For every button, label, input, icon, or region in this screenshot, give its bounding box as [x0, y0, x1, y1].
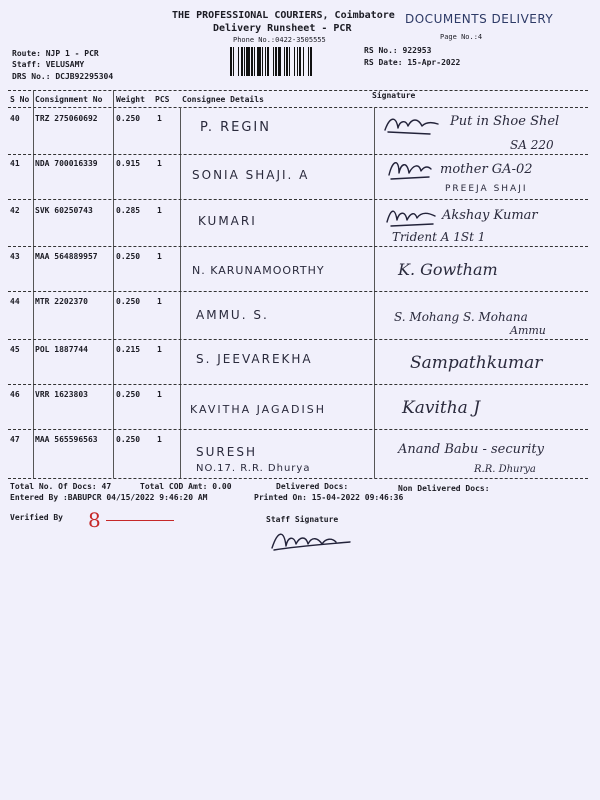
row-consignment: MAA 565596563 — [35, 435, 98, 444]
signature-scribble — [383, 204, 439, 230]
consignee-name: S. JEEVAREKHA — [196, 352, 313, 366]
row-sno: 42 — [10, 206, 20, 215]
entered-by: Entered By :BABUPCR 04/15/2022 9:46:20 AM — [10, 493, 208, 502]
row-consignment: TRZ 275060692 — [35, 114, 98, 123]
row-consignment: POL 1887744 — [35, 345, 88, 354]
consignee-name: P. REGIN — [200, 120, 271, 135]
row-pcs: 1 — [157, 206, 162, 215]
total-docs: Total No. Of Docs: 47 — [10, 482, 112, 491]
consignee-name: N. KARUNAMOORTHY — [192, 264, 325, 277]
row-consignment: NDA 700016339 — [35, 159, 98, 168]
printed-on: Printed On: 15-04-2022 09:46:36 — [254, 493, 404, 502]
row-weight: 0.250 — [116, 252, 141, 261]
row-consignment: MTR 2202370 — [35, 297, 88, 306]
drs-number: DRS No.: DCJB92295304 — [12, 72, 114, 81]
documents-delivery-stamp: DOCUMENTS DELIVERY — [405, 12, 554, 26]
col-sno: S No — [10, 95, 30, 104]
signature-note-2: Ammu — [510, 324, 546, 337]
col-consignment: Consignment No — [35, 95, 103, 104]
barcode-bar — [312, 47, 313, 76]
col-weight: Weight — [116, 95, 145, 104]
signature-note-2: SA 220 — [510, 138, 554, 152]
verified-underline — [106, 520, 174, 521]
barcode — [230, 47, 360, 76]
row-sno: 45 — [10, 345, 20, 354]
staff-name: Staff: VELUSAMY — [12, 60, 85, 69]
col-signature: Signature — [372, 91, 416, 100]
row-separator — [8, 339, 588, 340]
signature-note: Put in Shoe Shel — [450, 114, 560, 129]
row-pcs: 1 — [157, 297, 162, 306]
page-number: Page No.:4 — [440, 33, 483, 41]
col-divider — [113, 90, 114, 478]
col-pcs: PCS — [155, 95, 170, 104]
row-pcs: 1 — [157, 435, 162, 444]
row-weight: 0.250 — [116, 390, 141, 399]
signature-note: mother GA-02 — [440, 162, 533, 177]
staff-signature-scribble — [268, 528, 354, 554]
row-consignment: SVK 60250743 — [35, 206, 93, 215]
staff-signature-label: Staff Signature — [266, 515, 339, 524]
row-pcs: 1 — [157, 159, 162, 168]
row-consignment: MAA 564889957 — [35, 252, 98, 261]
row-sno: 41 — [10, 159, 20, 168]
consignee-name: SURESH — [196, 445, 257, 459]
row-separator — [8, 246, 588, 247]
row-sno: 40 — [10, 114, 20, 123]
row-separator — [8, 429, 588, 430]
runsheet-title: Delivery Runsheet - PCR — [213, 23, 352, 34]
consignee-name: KUMARI — [198, 214, 257, 228]
row-pcs: 1 — [157, 390, 162, 399]
row-separator — [8, 291, 588, 292]
row-pcs: 1 — [157, 252, 162, 261]
signature-scribble — [385, 155, 435, 183]
consignee-name: AMMU. S. — [196, 308, 269, 322]
row-weight: 0.215 — [116, 345, 141, 354]
row-weight: 0.285 — [116, 206, 141, 215]
signature-note: Sampathkumar — [410, 353, 543, 373]
row-separator — [8, 384, 588, 385]
col-divider — [33, 90, 34, 478]
phone-number: Phone No.:0422-3505555 — [233, 36, 326, 44]
verified-by-label: Verified By — [10, 513, 63, 522]
signature-scribble — [380, 112, 440, 138]
row-pcs: 1 — [157, 114, 162, 123]
row-weight: 0.250 — [116, 435, 141, 444]
row-separator — [8, 154, 588, 155]
row-sno: 43 — [10, 252, 20, 261]
signature-note: K. Gowtham — [398, 260, 498, 279]
col-divider — [374, 107, 375, 478]
signature-note: S. Mohang S. Mohana — [394, 310, 528, 324]
row-weight: 0.915 — [116, 159, 141, 168]
signature-note-2: R.R. Dhurya — [474, 464, 536, 475]
consignee-name: KAVITHA JAGADISH — [190, 403, 327, 416]
rs-date: RS Date: 15-Apr-2022 — [364, 58, 461, 67]
row-separator — [8, 199, 588, 200]
row-weight: 0.250 — [116, 297, 141, 306]
row-sno: 44 — [10, 297, 20, 306]
consignee-name: SONIA SHAJI. A — [192, 168, 310, 182]
signature-note-2: PREEJA SHAJI — [445, 184, 528, 194]
company-name: THE PROFESSIONAL COURIERS, Coimbatore — [172, 10, 395, 21]
col-consignee: Consignee Details — [182, 95, 264, 104]
signature-note: Akshay Kumar — [442, 208, 538, 223]
signature-note: Anand Babu - security — [398, 442, 544, 457]
signature-note-2: Trident A 1St 1 — [392, 230, 486, 244]
header-top-rule — [8, 90, 588, 91]
col-divider — [180, 107, 181, 478]
header-bottom-rule — [8, 107, 588, 108]
row-sno: 46 — [10, 390, 20, 399]
verified-mark: 8 — [88, 508, 101, 532]
row-weight: 0.250 — [116, 114, 141, 123]
route: Route: NJP 1 - PCR — [12, 49, 99, 58]
row-pcs: 1 — [157, 345, 162, 354]
consignee-address: NO.17. R.R. Dhurya — [196, 463, 311, 474]
non-delivered-docs: Non Delivered Docs: — [398, 484, 490, 493]
signature-note: Kavitha J — [402, 398, 481, 418]
delivered-docs: Delivered Docs: — [276, 482, 349, 491]
row-separator — [8, 478, 588, 479]
rs-number: RS No.: 922953 — [364, 46, 432, 55]
row-sno: 47 — [10, 435, 20, 444]
total-cod: Total COD Amt: 0.00 — [140, 482, 232, 491]
row-consignment: VRR 1623803 — [35, 390, 88, 399]
